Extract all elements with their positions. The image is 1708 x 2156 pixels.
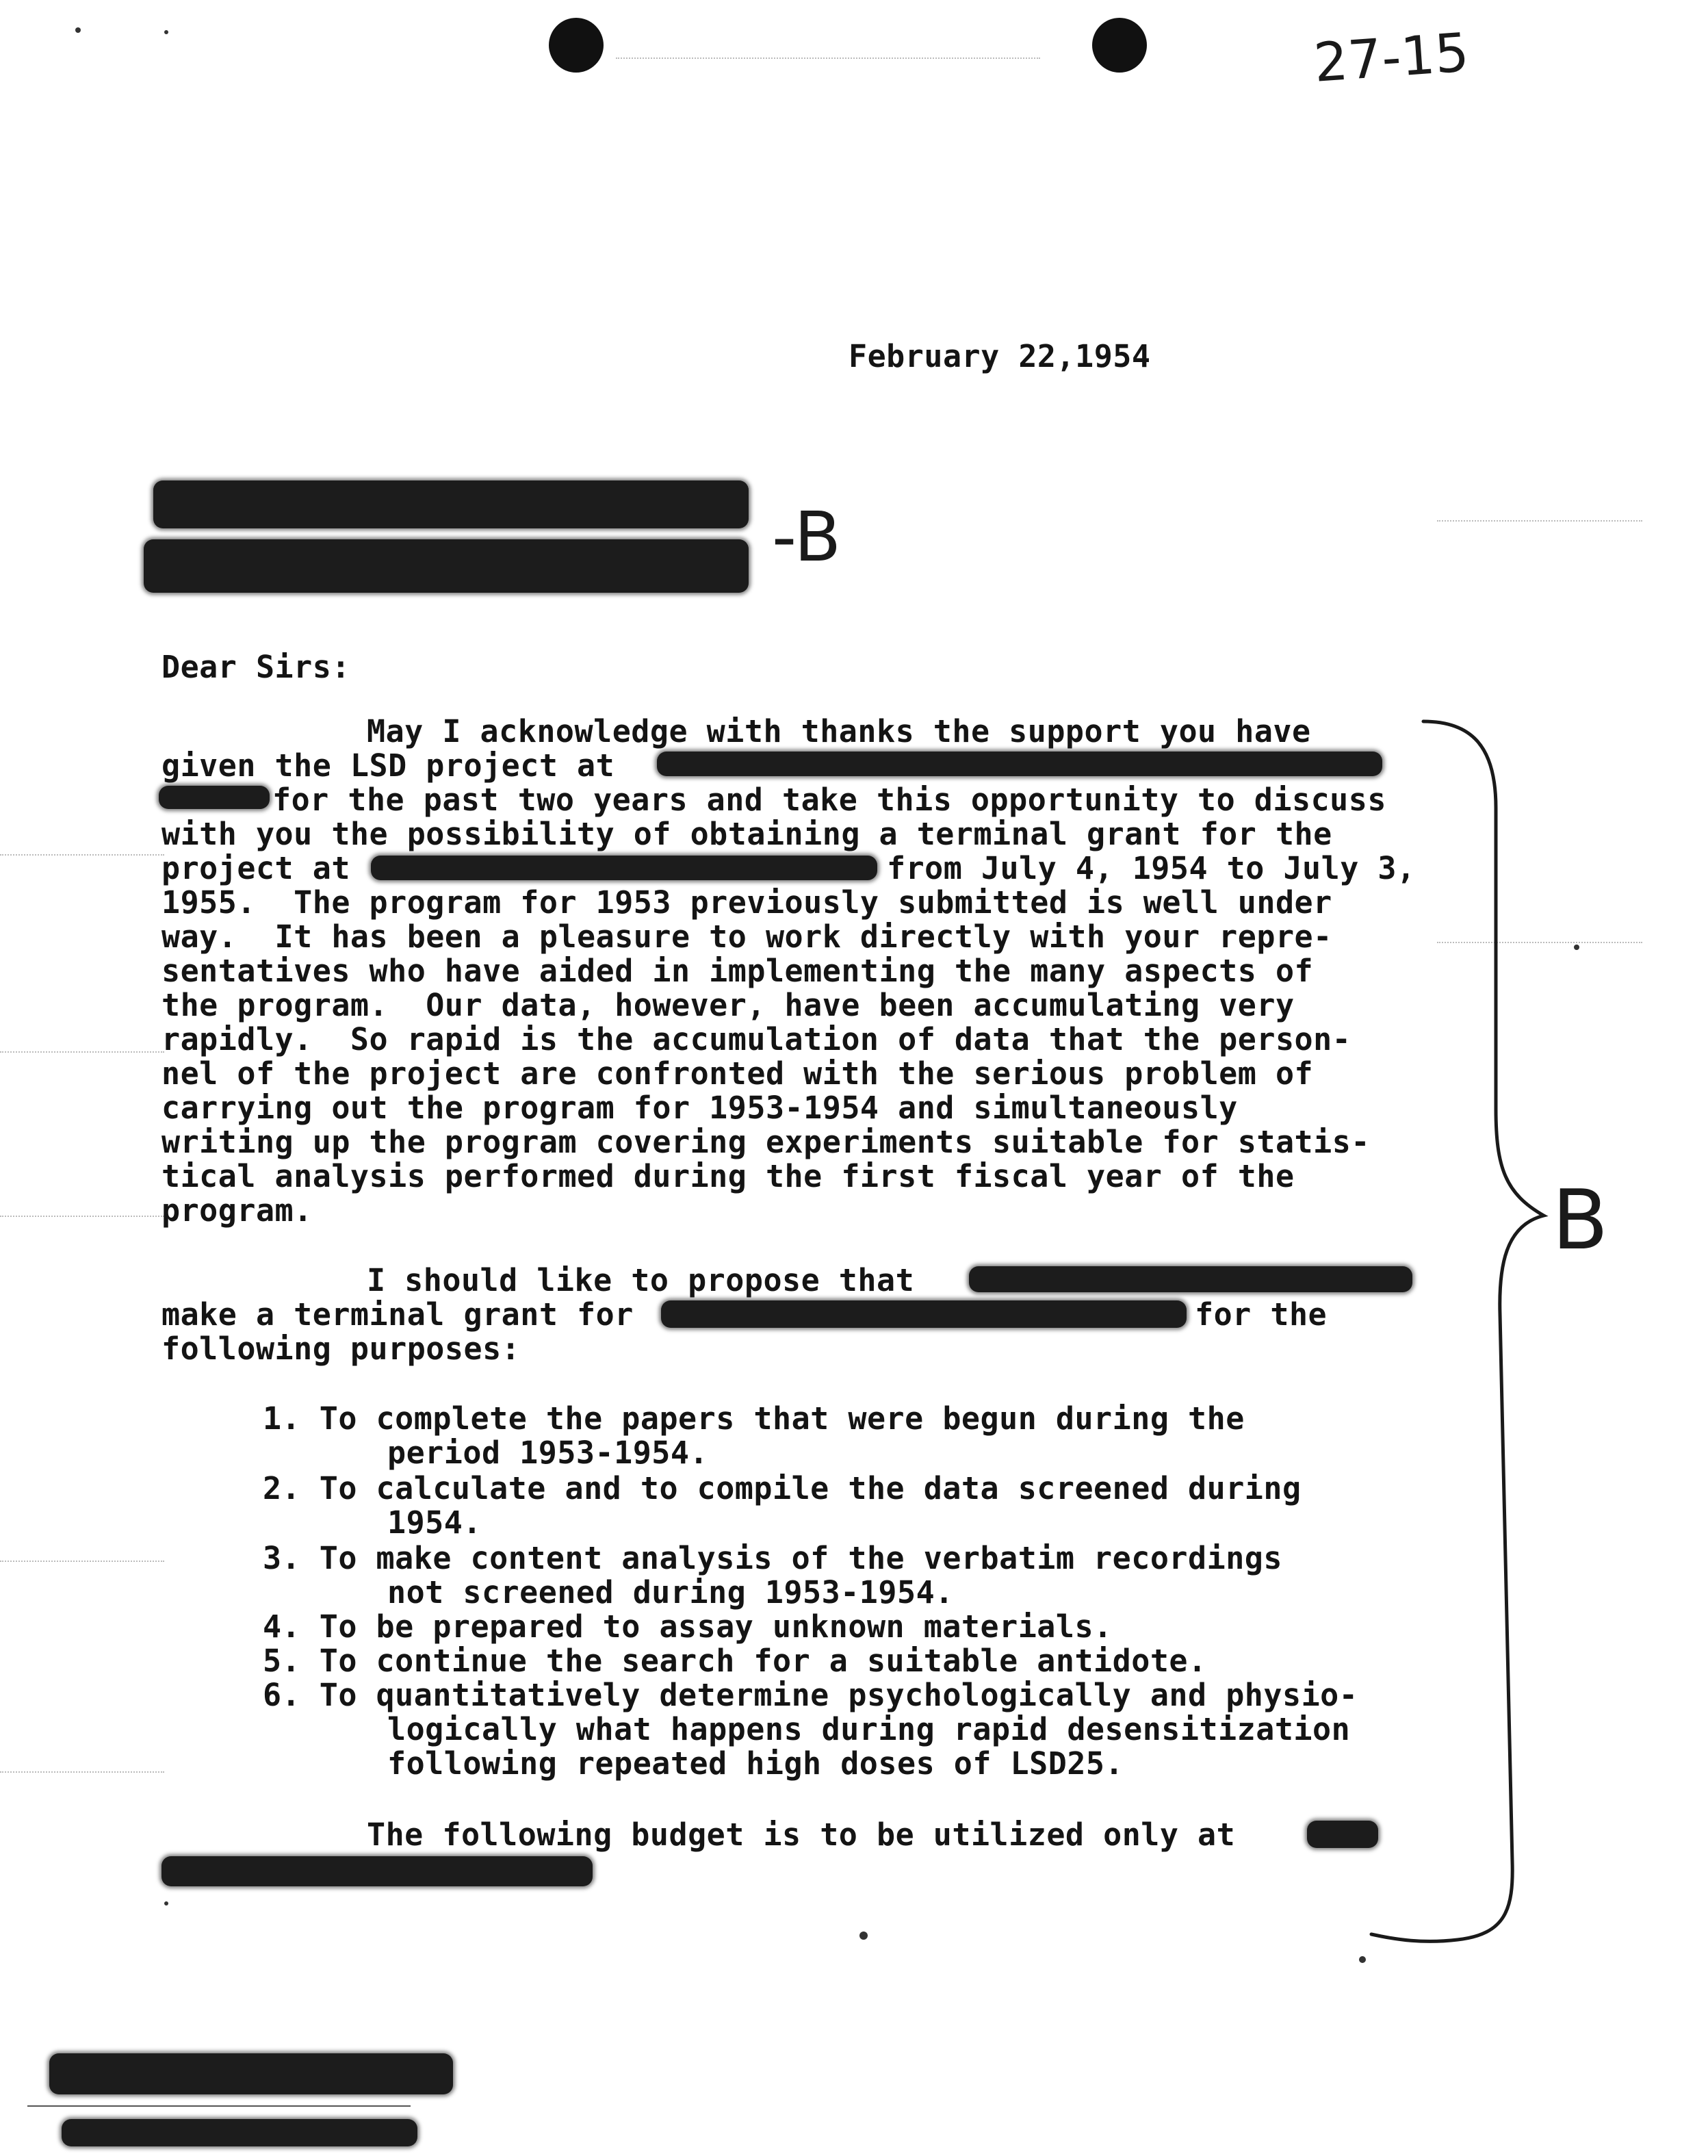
redacted-signature-1 (49, 2053, 453, 2094)
para3-line: The following budget is to be utilized only at (367, 1817, 1236, 1853)
handwritten-page-number: 27-15 (1312, 22, 1471, 94)
para2-line: I should like to propose that (367, 1262, 915, 1298)
list-item-cont: not screened during 1953-1954. (387, 1574, 954, 1610)
para1-line: writing up the program covering experiments suitable for statis- (161, 1124, 1370, 1160)
list-item-cont: 1954. (387, 1504, 482, 1541)
para1-line: carrying out the program for 1953-1954 and simultaneously (161, 1090, 1238, 1126)
redacted-location-cont (161, 1856, 593, 1886)
para2-line: for the (1195, 1296, 1328, 1333)
handwritten-address-mark: -B (772, 497, 842, 577)
para1-line: project at (161, 850, 350, 886)
redacted-institution (657, 752, 1382, 776)
para2-line: make a terminal grant for (161, 1296, 634, 1333)
para1-line: 1955. The program for 1953 previously submitted is well under (161, 884, 1332, 921)
salutation: Dear Sirs: (161, 649, 350, 685)
para1-line: May I acknowledge with thanks the support you have (367, 713, 1311, 749)
handwritten-bracket-mark: B (1552, 1173, 1609, 1268)
list-item: 6. To quantitatively determine psychologically and physio- (263, 1677, 1358, 1713)
list-item: 2. To calculate and to compile the data screened during (263, 1470, 1302, 1506)
para2-line: following purposes: (161, 1331, 521, 1367)
list-item-cont: logically what happens during rapid desensitization (387, 1711, 1351, 1747)
para1-line: program. (161, 1192, 313, 1229)
para1-line: the program. Our data, however, have been accumulating very (161, 987, 1295, 1023)
para1-line: sentatives who have aided in implementing the many aspects of (161, 953, 1314, 989)
signature-rule (27, 2105, 411, 2107)
redacted-addressee-line-1 (153, 480, 749, 528)
list-item-cont: period 1953-1954. (387, 1435, 709, 1471)
list-item: 5. To continue the search for a suitable antidote. (263, 1643, 1207, 1679)
para1-line: nel of the project are confronted with the serious problem of (161, 1055, 1314, 1092)
redacted-location (1307, 1821, 1378, 1848)
para1-line: rapidly. So rapid is the accumulation of data that the person- (161, 1021, 1351, 1057)
list-item-cont: following repeated high doses of LSD25. (387, 1745, 1124, 1782)
redacted-amount (661, 1300, 1187, 1328)
para1-line: way. It has been a pleasure to work directly with your repre- (161, 919, 1332, 955)
redacted-addressee-line-2 (144, 539, 749, 593)
para1-line: given the LSD project at (161, 747, 615, 784)
redacted-grantor (969, 1266, 1412, 1292)
para1-line: with you the possibility of obtaining a terminal grant for the (161, 816, 1332, 852)
list-item: 1. To complete the papers that were begun during the (263, 1400, 1245, 1437)
list-item: 3. To make content analysis of the verbatim recordings (263, 1540, 1282, 1576)
letter-date: February 22,1954 (849, 338, 1151, 374)
redacted-signature-2 (62, 2119, 417, 2146)
list-item: 4. To be prepared to assay unknown materials. (263, 1608, 1113, 1645)
para1-line: for the past two years and take this opportunity to discuss (272, 782, 1386, 818)
redacted-institution-cont (159, 786, 270, 809)
para1-line: from July 4, 1954 to July 3, (887, 850, 1416, 886)
para1-line: tical analysis performed during the first fiscal year of the (161, 1158, 1295, 1194)
redacted-institution (371, 856, 877, 880)
